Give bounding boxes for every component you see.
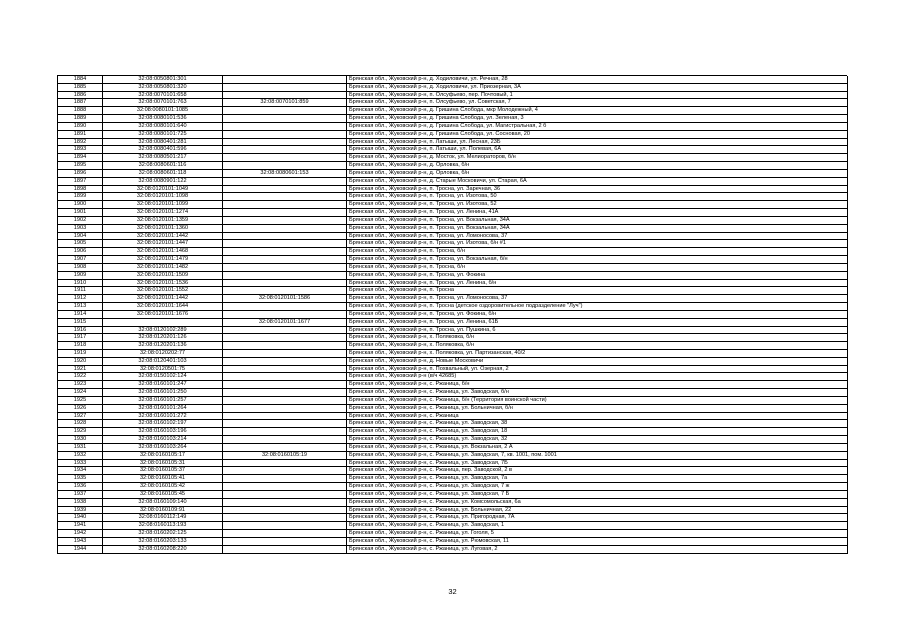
related-cadastral-number-cell <box>223 311 347 319</box>
cadastral-number-cell: 32:08:0080101:725 <box>103 131 223 139</box>
cadastral-number-cell: 32:08:0120101:1274 <box>103 209 223 217</box>
address-cell: Брянская обл., Жуковский р-н, с. Ржаница, б/н (Территория воинской части) <box>347 397 848 405</box>
address-cell: Брянская обл., Жуковский р-н, с. Ржаница, ул. Гоголя, 5 <box>347 530 848 538</box>
row-number-cell: 1905 <box>58 240 103 248</box>
address-cell: Брянская обл., Жуковский р-н, с. Ржаница, ул. Пригородная, 7А <box>347 514 848 522</box>
address-cell: Брянская обл., Жуковский р-н, с. Ржаница <box>347 413 848 421</box>
address-cell: Брянская обл., Жуковский р-н, п. Тросна, ул. Ломоносова, 37 <box>347 233 848 241</box>
related-cadastral-number-cell <box>223 240 347 248</box>
related-cadastral-number-cell <box>223 538 347 546</box>
row-number-cell: 1895 <box>58 162 103 170</box>
row-number-cell: 1920 <box>58 358 103 366</box>
row-number-cell: 1933 <box>58 460 103 468</box>
address-cell: Брянская обл., Жуковский р-н, п. Тросна, ул. Изотова, 52 <box>347 201 848 209</box>
related-cadastral-number-cell <box>223 342 347 350</box>
cadastral-number-cell: 32:08:0080101:640 <box>103 123 223 131</box>
address-cell: Брянская обл., Жуковский р-н, п. Тросна, ул. Ленина, 41А <box>347 209 848 217</box>
address-cell: Брянская обл., Жуковский р-н, п. Тросна, ул. Заречная, 36 <box>347 186 848 194</box>
row-number-cell: 1916 <box>58 327 103 335</box>
row-number-cell: 1887 <box>58 99 103 107</box>
row-number-cell: 1903 <box>58 225 103 233</box>
cadastral-number-cell: 32:08:0150102:124 <box>103 373 223 381</box>
related-cadastral-number-cell <box>223 483 347 491</box>
address-cell: Брянская обл., Жуковский р-н, п. Тросна, ул. Ломоносова, 37 <box>347 295 848 303</box>
cadastral-number-cell: 32:08:0160103:264 <box>103 444 223 452</box>
cadastral-number-cell: 32:08:0120401:103 <box>103 358 223 366</box>
related-cadastral-number-cell: 32:08:0120101:1586 <box>223 295 347 303</box>
address-cell: Брянская обл., Жуковский р-н, с. Ржаница, ул. Заводская, б/н <box>347 389 848 397</box>
related-cadastral-number-cell <box>223 107 347 115</box>
related-cadastral-number-cell <box>223 436 347 444</box>
address-cell: Брянская обл., Жуковский р-н, с. Ржаница, ул. Больничная, б/н <box>347 405 848 413</box>
address-cell: Брянская обл., Жуковский р-н, п. Тросна, ул. Изотова, б/н #1 <box>347 240 848 248</box>
cadastral-number-cell: 32:08:0160105:45 <box>103 491 223 499</box>
cadastral-number-cell: 32:08:0160109:140 <box>103 499 223 507</box>
row-number-cell: 1890 <box>58 123 103 131</box>
related-cadastral-number-cell <box>223 84 347 92</box>
row-number-cell: 1921 <box>58 366 103 374</box>
row-number-cell: 1919 <box>58 350 103 358</box>
address-cell: Брянская обл., Жуковский р-н, х. Поляковка, ул. Партизанская, 40/2 <box>347 350 848 358</box>
cadastral-number-cell: 32:08:0120201:126 <box>103 334 223 342</box>
row-number-cell: 1884 <box>58 76 103 84</box>
row-number-cell: 1886 <box>58 92 103 100</box>
row-number-cell: 1932 <box>58 452 103 460</box>
cadastral-number-cell: 32:08:0160109:91 <box>103 507 223 515</box>
address-cell: Брянская обл., Жуковский р-н, п. Тросна, ул. Ленина, б/н <box>347 280 848 288</box>
address-cell: Брянская обл., Жуковский р-н, с. Ржаница, ул. Комсомольская, 6а <box>347 499 848 507</box>
row-number-cell: 1939 <box>58 507 103 515</box>
cadastral-number-cell: 32:08:0120101:1468 <box>103 248 223 256</box>
related-cadastral-number-cell <box>223 162 347 170</box>
address-cell: Брянская обл., Жуковский р-н, д. Старые Московичи, ул. Старая, 6А <box>347 178 848 186</box>
cadastral-number-cell: 32:08:0120102:289 <box>103 327 223 335</box>
related-cadastral-number-cell <box>223 280 347 288</box>
address-cell: Брянская обл., Жуковский р-н, д. Орловка, б/н <box>347 162 848 170</box>
cadastral-number-cell: 32:08:0080101:536 <box>103 115 223 123</box>
row-number-cell: 1934 <box>58 467 103 475</box>
related-cadastral-number-cell <box>223 381 347 389</box>
cadastral-number-cell: 32:08:0120101:1360 <box>103 225 223 233</box>
row-number-cell: 1899 <box>58 193 103 201</box>
related-cadastral-number-cell <box>223 413 347 421</box>
row-number-cell: 1896 <box>58 170 103 178</box>
address-cell: Брянская обл., Жуковский р-н, п. Тросна, ул. Пушкина, 6 <box>347 327 848 335</box>
row-number-cell: 1937 <box>58 491 103 499</box>
row-number-cell: 1929 <box>58 428 103 436</box>
address-cell: Брянская обл., Жуковский р-н, п. Тросна, ул. Фокина, б/н <box>347 311 848 319</box>
address-cell: Брянская обл., Жуковский р-н, п. Латыши, ул. Полевая, 6А <box>347 146 848 154</box>
address-cell: Брянская обл., Жуковский р-н, с. Ржаница, ул. Заводская, 7, кв. 1001, пом. 1001 <box>347 452 848 460</box>
address-cell: Брянская обл., Жуковский р-н, д. Ходиловичи, ул. Речная, 28 <box>347 76 848 84</box>
cadastral-number-cell: 32:08:0120101:1552 <box>103 287 223 295</box>
cadastral-number-cell: 32:08:0160105:42 <box>103 483 223 491</box>
cadastral-number-cell: 32:08:0120501:75 <box>103 366 223 374</box>
address-cell: Брянская обл., Жуковский р-н, п. Тросна, ул. Вокзальная, б/н <box>347 256 848 264</box>
related-cadastral-number-cell <box>223 233 347 241</box>
related-cadastral-number-cell <box>223 405 347 413</box>
cadastral-number-cell: 32:08:0160105:31 <box>103 460 223 468</box>
cadastral-number-cell: 32:08:0160101:247 <box>103 381 223 389</box>
row-number-cell: 1911 <box>58 287 103 295</box>
row-number-cell: 1909 <box>58 272 103 280</box>
address-cell: Брянская обл., Жуковский р-н, п. Тросна, б/н <box>347 248 848 256</box>
related-cadastral-number-cell <box>223 178 347 186</box>
row-number-cell: 1891 <box>58 131 103 139</box>
row-number-cell: 1941 <box>58 522 103 530</box>
cadastral-number-cell: 32:08:0160203:133 <box>103 538 223 546</box>
related-cadastral-number-cell <box>223 514 347 522</box>
related-cadastral-number-cell <box>223 256 347 264</box>
page-number: 32 <box>448 587 457 596</box>
cadastral-number-cell: 32:08:0120202:77 <box>103 350 223 358</box>
address-cell: Брянская обл., Жуковский р-н, с. Ржаница, ул. Вокзальная, 2 А <box>347 444 848 452</box>
related-cadastral-number-cell <box>223 327 347 335</box>
row-number-cell: 1894 <box>58 154 103 162</box>
row-number-cell: 1898 <box>58 186 103 194</box>
row-number-cell: 1904 <box>58 233 103 241</box>
row-number-cell: 1885 <box>58 84 103 92</box>
cadastral-number-cell: 32:08:0160208:220 <box>103 546 223 554</box>
row-number-cell: 1907 <box>58 256 103 264</box>
cadastral-number-cell: 32:08:0080901:122 <box>103 178 223 186</box>
row-number-cell: 1935 <box>58 475 103 483</box>
cadastral-number-cell: 32:08:0120101:1479 <box>103 256 223 264</box>
row-number-cell: 1938 <box>58 499 103 507</box>
row-number-cell: 1889 <box>58 115 103 123</box>
cadastral-number-cell: 32:08:0050801:320 <box>103 84 223 92</box>
cadastral-number-cell: 32:08:0120101:1442 <box>103 233 223 241</box>
related-cadastral-number-cell <box>223 460 347 468</box>
row-number-cell: 1910 <box>58 280 103 288</box>
cadastral-number-cell: 32:08:0160102:197 <box>103 420 223 428</box>
cadastral-number-cell: 32:08:0080401:596 <box>103 146 223 154</box>
row-number-cell: 1928 <box>58 420 103 428</box>
row-number-cell: 1931 <box>58 444 103 452</box>
cadastral-number-cell: 32:08:0120101:1099 <box>103 201 223 209</box>
address-cell: Брянская обл., Жуковский р-н, п. Тросна, ул. Фокина <box>347 272 848 280</box>
related-cadastral-number-cell: 32:08:0070101:859 <box>223 99 347 107</box>
related-cadastral-number-cell <box>223 217 347 225</box>
address-cell: Брянская обл., Жуковский р-н, х. Поляковка, б/н <box>347 334 848 342</box>
address-cell: Брянская обл., Жуковский р-н, п. Тросна <box>347 287 848 295</box>
related-cadastral-number-cell <box>223 499 347 507</box>
address-cell: Брянская обл., Жуковский р-н, с. Ржаница, ул. Заводская, 18 <box>347 428 848 436</box>
cadastral-number-cell: 32:08:0160103:196 <box>103 428 223 436</box>
address-cell: Брянская обл., Жуковский р-н, п. Тросна, ул. Изотова, 50 <box>347 193 848 201</box>
row-number-cell: 1915 <box>58 319 103 327</box>
related-cadastral-number-cell: 32:08:0080601:153 <box>223 170 347 178</box>
cadastral-number-cell: 32:08:0160113:193 <box>103 522 223 530</box>
row-number-cell: 1912 <box>58 295 103 303</box>
address-cell: Брянская обл., Жуковский р-н, д. Орловка, б/н <box>347 170 848 178</box>
cadastral-number-cell: 32:08:0080501:217 <box>103 154 223 162</box>
address-cell: Брянская обл., Жуковский р-н, п. Олсуфьево, пер. Почтовый, 1 <box>347 92 848 100</box>
row-number-cell: 1892 <box>58 139 103 147</box>
address-cell: Брянская обл., Жуковский р-н, с. Ржаница, ул. Заводская, 38 <box>347 420 848 428</box>
row-number-cell: 1900 <box>58 201 103 209</box>
cadastral-number-cell: 32:08:0160112:149 <box>103 514 223 522</box>
cadastral-number-cell: 32:08:0120101:1482 <box>103 264 223 272</box>
row-number-cell: 1914 <box>58 311 103 319</box>
cadastral-number-cell: 32:08:0160101:264 <box>103 405 223 413</box>
related-cadastral-number-cell <box>223 131 347 139</box>
related-cadastral-number-cell <box>223 264 347 272</box>
address-cell: Брянская обл., Жуковский р-н, с. Ржаница, ул. Заводская, 1 <box>347 522 848 530</box>
property-table <box>57 75 847 554</box>
cadastral-number-cell: 32:08:0160202:125 <box>103 530 223 538</box>
address-cell: Брянская обл., Жуковский р-н, п. Тросна, ул. Вокзальная, 34А <box>347 217 848 225</box>
cadastral-number-cell: 32:08:0160105:41 <box>103 475 223 483</box>
row-number-cell: 1902 <box>58 217 103 225</box>
row-number-cell: 1901 <box>58 209 103 217</box>
cadastral-number-cell: 32:08:0160101:272 <box>103 413 223 421</box>
related-cadastral-number-cell <box>223 358 347 366</box>
related-cadastral-number-cell <box>223 444 347 452</box>
address-cell: Брянская обл., Жуковский р-н (в/ч 42685) <box>347 373 848 381</box>
cadastral-number-cell: 32:08:0080601:118 <box>103 170 223 178</box>
row-number-cell: 1917 <box>58 334 103 342</box>
related-cadastral-number-cell <box>223 530 347 538</box>
address-cell: Брянская обл., Жуковский р-н, с. Ржаница, б/н <box>347 381 848 389</box>
address-cell: Брянская обл., Жуковский р-н, д. Гришина Слобода, ул. Зеленая, 3 <box>347 115 848 123</box>
row-number-cell: 1897 <box>58 178 103 186</box>
row-number-cell: 1943 <box>58 538 103 546</box>
row-number-cell: 1908 <box>58 264 103 272</box>
address-cell: Брянская обл., Жуковский р-н, с. Ржаница, ул. Заводская, 7Б <box>347 460 848 468</box>
address-cell: Брянская обл., Жуковский р-н, п. Тросна (детское оздоровительное подразделение "Луч") <box>347 303 848 311</box>
related-cadastral-number-cell <box>223 154 347 162</box>
related-cadastral-number-cell <box>223 146 347 154</box>
row-number-cell: 1927 <box>58 413 103 421</box>
cadastral-number-cell: 32:08:0120101:1509 <box>103 272 223 280</box>
related-cadastral-number-cell <box>223 115 347 123</box>
related-cadastral-number-cell <box>223 507 347 515</box>
cadastral-number-cell: 32:08:0050801:301 <box>103 76 223 84</box>
address-cell: Брянская обл., Жуковский р-н, п. Тросна, б/н <box>347 264 848 272</box>
related-cadastral-number-cell <box>223 186 347 194</box>
related-cadastral-number-cell: 32:08:0120101:1677 <box>223 319 347 327</box>
address-cell: Брянская обл., Жуковский р-н, п. Олсуфьево, ул. Советская, 7 <box>347 99 848 107</box>
row-number-cell: 1930 <box>58 436 103 444</box>
row-number-cell: 1913 <box>58 303 103 311</box>
address-cell: Брянская обл., Жуковский р-н, с. Ржаница, ул. Рюмовская, 11 <box>347 538 848 546</box>
related-cadastral-number-cell <box>223 303 347 311</box>
address-cell: Брянская обл., Жуковский р-н, х. Поляковка, б/н <box>347 342 848 350</box>
row-number-cell: 1922 <box>58 373 103 381</box>
address-cell: Брянская обл., Жуковский р-н, д. Гришина Слобода, мкр Молодежный, 4 <box>347 107 848 115</box>
address-cell: Брянская обл., Жуковский р-н, д. Гришина Слобода, ул. Магистральная, 2 б <box>347 123 848 131</box>
related-cadastral-number-cell <box>223 248 347 256</box>
related-cadastral-number-cell <box>223 334 347 342</box>
related-cadastral-number-cell <box>223 225 347 233</box>
address-cell: Брянская обл., Жуковский р-н, д. Мосток, ул. Мелиораторов, б/н <box>347 154 848 162</box>
address-cell: Брянская обл., Жуковский р-н, с. Ржаница, ул. Больничная, 22 <box>347 507 848 515</box>
related-cadastral-number-cell <box>223 350 347 358</box>
cadastral-number-cell: 32:08:0120101:1644 <box>103 303 223 311</box>
cadastral-number-cell: 32:08:0070101:763 <box>103 99 223 107</box>
related-cadastral-number-cell <box>223 209 347 217</box>
address-cell: Брянская обл., Жуковский р-н, д. Ходиловичи, ул. Приозерная, 3А <box>347 84 848 92</box>
row-number-cell: 1936 <box>58 483 103 491</box>
address-cell: Брянская обл., Жуковский р-н, с. Ржаница, ул. Заводская, 32 <box>347 436 848 444</box>
related-cadastral-number-cell <box>223 467 347 475</box>
related-cadastral-number-cell <box>223 491 347 499</box>
related-cadastral-number-cell <box>223 428 347 436</box>
related-cadastral-number-cell <box>223 193 347 201</box>
cadastral-number-cell: 32:08:0070101:658 <box>103 92 223 100</box>
row-number-cell: 1942 <box>58 530 103 538</box>
address-cell: Брянская обл., Жуковский р-н, п. Латыши, ул. Лесная, 23Б <box>347 139 848 147</box>
cadastral-number-cell: 32:08:0160105:17 <box>103 452 223 460</box>
related-cadastral-number-cell <box>223 139 347 147</box>
related-cadastral-number-cell <box>223 123 347 131</box>
address-cell: Брянская обл., Жуковский р-н, с. Ржаница, пер. Заводской, 2 в <box>347 467 848 475</box>
cadastral-number-cell: 32:08:0120101:1442 <box>103 295 223 303</box>
row-number-cell: 1940 <box>58 514 103 522</box>
cadastral-number-cell: 32:08:0120101:1676 <box>103 311 223 319</box>
row-number-cell: 1918 <box>58 342 103 350</box>
related-cadastral-number-cell <box>223 366 347 374</box>
row-number-cell: 1944 <box>58 546 103 554</box>
cadastral-number-cell: 32:08:0160101:257 <box>103 397 223 405</box>
related-cadastral-number-cell <box>223 475 347 483</box>
related-cadastral-number-cell <box>223 397 347 405</box>
related-cadastral-number-cell <box>223 92 347 100</box>
row-number-cell: 1893 <box>58 146 103 154</box>
address-cell: Брянская обл., Жуковский р-н, п. Тросна, ул. Ленина, 61Б <box>347 319 848 327</box>
related-cadastral-number-cell: 32:08:0160105:19 <box>223 452 347 460</box>
cadastral-number-cell: 32:08:0080101:1085 <box>103 107 223 115</box>
related-cadastral-number-cell <box>223 522 347 530</box>
row-number-cell: 1926 <box>58 405 103 413</box>
cadastral-number-cell: 32:08:0120101:1359 <box>103 217 223 225</box>
related-cadastral-number-cell <box>223 76 347 84</box>
row-number-cell: 1888 <box>58 107 103 115</box>
address-cell: Брянская обл., Жуковский р-н, п. Тросна, ул. Вокзальная, 34А <box>347 225 848 233</box>
related-cadastral-number-cell <box>223 420 347 428</box>
row-number-cell: 1924 <box>58 389 103 397</box>
address-cell: Брянская обл., Жуковский р-н, с. Ржаница, ул. Заводская, 7 ж <box>347 483 848 491</box>
address-cell: Брянская обл., Жуковский р-н, д. Новые Московичи <box>347 358 848 366</box>
cadastral-number-cell: 32:08:0120101:1098 <box>103 193 223 201</box>
cadastral-number-cell: 32:08:0080601:116 <box>103 162 223 170</box>
cadastral-number-cell: 32:08:0080401:281 <box>103 139 223 147</box>
row-number-cell: 1906 <box>58 248 103 256</box>
related-cadastral-number-cell <box>223 389 347 397</box>
related-cadastral-number-cell <box>223 201 347 209</box>
cadastral-number-cell <box>103 319 223 327</box>
cadastral-number-cell: 32:08:0120101:1049 <box>103 186 223 194</box>
address-cell: Брянская обл., Жуковский р-н, п. Похвальный, ул. Озерная, 2 <box>347 366 848 374</box>
cadastral-number-cell: 32:08:0120101:1447 <box>103 240 223 248</box>
related-cadastral-number-cell <box>223 546 347 554</box>
cadastral-number-cell: 32:08:0120101:1536 <box>103 280 223 288</box>
related-cadastral-number-cell <box>223 272 347 280</box>
row-number-cell: 1925 <box>58 397 103 405</box>
address-cell: Брянская обл., Жуковский р-н, с. Ржаница, ул. Заводская, 7а <box>347 475 848 483</box>
cadastral-number-cell: 32:08:0120201:136 <box>103 342 223 350</box>
address-cell: Брянская обл., Жуковский р-н, д. Гришина Слобода, ул. Сосновая, 20 <box>347 131 848 139</box>
address-cell: Брянская обл., Жуковский р-н, с. Ржаница, ул. Заводская, 7 Б <box>347 491 848 499</box>
address-cell: Брянская обл., Жуковский р-н, с. Ржаница, ул. Луговая, 2 <box>347 546 848 554</box>
related-cadastral-number-cell <box>223 287 347 295</box>
cadastral-number-cell: 32:08:0160105:37 <box>103 467 223 475</box>
related-cadastral-number-cell <box>223 373 347 381</box>
cadastral-number-cell: 32:08:0160103:214 <box>103 436 223 444</box>
row-number-cell: 1923 <box>58 381 103 389</box>
cadastral-number-cell: 32:08:0160101:250 <box>103 389 223 397</box>
